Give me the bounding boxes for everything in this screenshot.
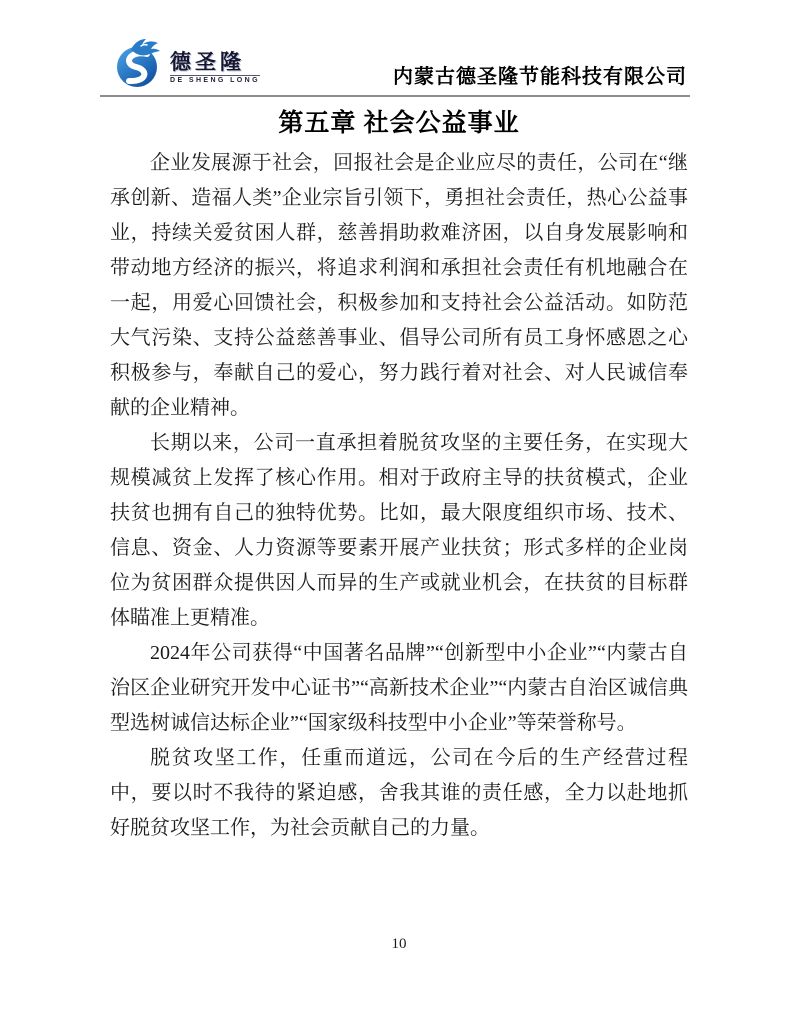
logo-en-text: DE SHENG LONG [170,77,260,85]
header-divider [100,95,690,97]
logo-text-block [170,52,260,84]
page-footer [110,936,688,953]
company-logo [113,37,260,89]
chapter-title: 第五章 社会公益事业 [278,110,520,137]
document-body [110,146,688,846]
paragraph-2: 长期以来，公司一直承担着脱贫攻坚的主要任务，在实现大规模减贫上发挥了核心作用。相对于政府主导的扶贫模式，企业扶贫也拥有自己的独特优势。比如，最大限度组织市场、技术、信息、资金、人力资源等要素开展产业扶贫；形式多样的企业岗位为贫困群众提供因人而异的生产或就业机会，在扶贫的目标群体瞄准上更精准。 [110,432,688,629]
paragraph-3: 2024年公司获得“中国著名品牌”“创新型中小企业”“内蒙古自治区企业研究开发中心证书”“高新技术企业”“内蒙古自治区诚信典型选树诚信达标企业”“国家级科技型中小企业”等荣誉称号。 [110,642,688,734]
logo-cn-text: 德圣隆 [170,50,245,74]
paragraph-4: 脱贫攻坚工作，任重而道远，公司在今后的生产经营过程中，要以时不我待的紧迫感，舍我其谁的责任感，全力以赴地抓好脱贫攻坚工作，为社会贡献自己的力量。 [110,747,688,839]
company-name: 内蒙古德圣隆节能科技有限公司 [393,66,687,88]
paragraph-1: 企业发展源于社会，回报社会是企业应尽的责任，公司在“继承创新、造福人类”企业宗旨引领下，勇担社会责任，热心公益事业，持续关爱贫困人群，慈善捐助救难济困，以自身发展影响和带动地方经济的振兴，将追求利润和承担社会责任有机地融合在一起，用爱心回馈社会，积极参加和支持社会公益活动。如防范大气污染、支持公益慈善事业、倡导公司所有员工身怀感恩之心积极参与，奉献自己的爱心，努力践行着对社会、对人民诚信奉献的企业精神。 [110,152,688,419]
page-number: 10 [391,936,407,952]
logo-dragon-icon [113,37,165,89]
